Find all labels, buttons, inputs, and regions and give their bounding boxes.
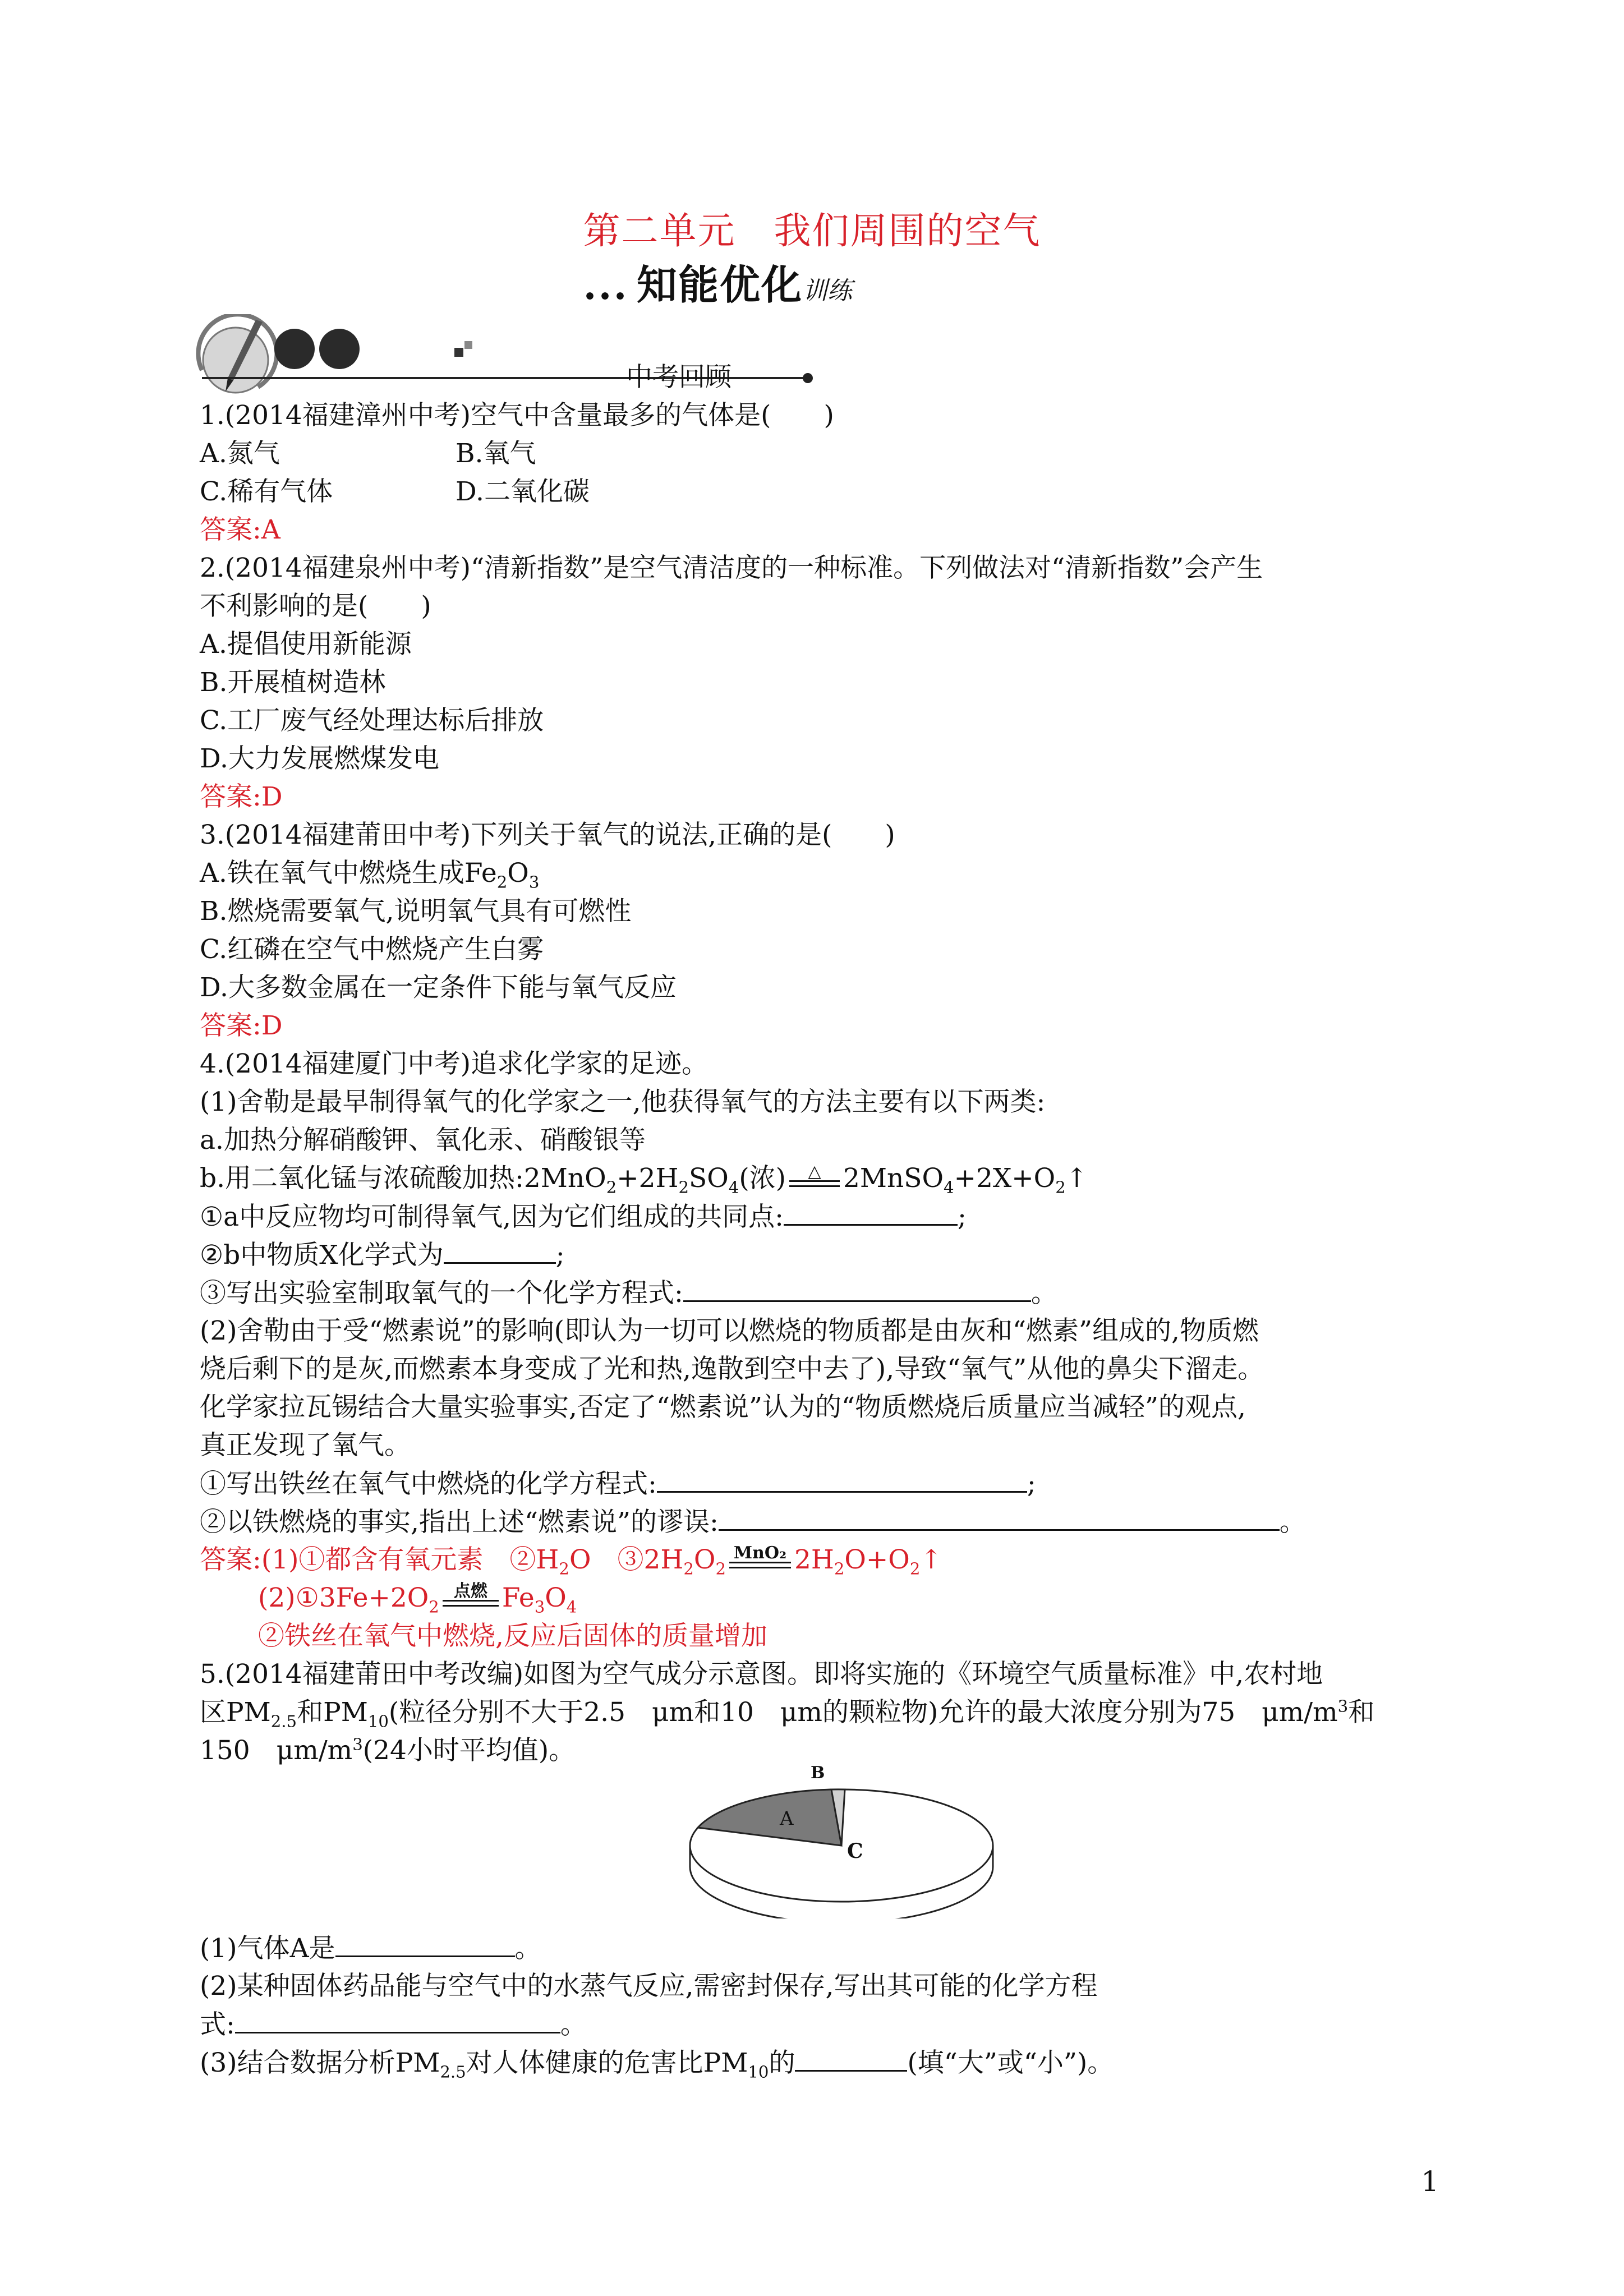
q4-part1: (1)舍勒是最早制得氧气的化学家之一,他获得氧气的方法主要有以下两类: xyxy=(200,1087,1046,1117)
q4-part2-line1: (2)舍勒由于受“燃素说”的影响(即认为一切可以燃烧的物质都是由灰和“燃素”组成的,物质燃 xyxy=(200,1315,1259,1346)
q3-option-c: C.红磷在空气中燃烧产生白雾 xyxy=(200,934,544,965)
q5-subq1: (1)气体A是 。 xyxy=(200,1930,541,1967)
q4-subq2: ②b中物质X化学式为 ; xyxy=(200,1236,565,1274)
q1-answer: 答案:A xyxy=(200,514,280,545)
q5-subq3-blank[interactable] xyxy=(795,2044,907,2072)
air-composition-pie-figure xyxy=(684,1750,999,1918)
q2-option-b: B.开展植树造林 xyxy=(200,667,386,698)
banner-small-text: 训练 xyxy=(803,277,853,305)
q4-part2-subq2-blank[interactable] xyxy=(719,1503,1280,1531)
q5-subq1-blank[interactable] xyxy=(335,1930,515,1957)
q4-subq2-blank[interactable] xyxy=(444,1236,556,1264)
q1-option-a: A.氮气 xyxy=(200,438,280,469)
q4-part2-subq1-blank[interactable] xyxy=(657,1465,1027,1493)
q3-option-d: D.大多数金属在一定条件下能与氧气反应 xyxy=(200,972,677,1003)
q4-subq1-blank[interactable] xyxy=(784,1198,958,1226)
q4-part1-b-equation: b.用二氧化锰与浓硫酸加热$:2MnO_2+2H_2SO_4$(浓) △ $2MnSO_4+2X+O_2↑$ xyxy=(200,1162,1088,1197)
pie-label-b: B xyxy=(811,1763,825,1783)
q1-option-d: D.二氧化碳 xyxy=(456,476,590,507)
q5-subq2-line2: 式: 。 xyxy=(200,2006,587,2044)
q2-stem-line2: 不利影响的是( ) xyxy=(200,591,431,622)
q5-line3: 150 $\mu m/m^3(24$小时平均值)。 xyxy=(200,1734,576,1766)
q4-part2-line4: 真正发现了氧气。 xyxy=(200,1430,411,1461)
section-banner xyxy=(583,252,852,311)
q2-option-c: C.工厂废气经处理达标后排放 xyxy=(200,705,544,736)
q5-subq2-line1: (2)某种固体药品能与空气中的水蒸气反应,需密封保存,写出其可能的化学方程 xyxy=(200,1971,1098,2001)
q4-answer-line2: $(2)①3Fe+2O_2$ 点燃 $Fe_3O_4$ xyxy=(258,1581,577,1617)
banner-main-text: 知能优化 xyxy=(637,261,803,309)
q5-line2: 区$PM_{2.5}$和$PM_{10}$(粒径分别不大于2.5 μm和10 μm的颗粒物)允许的最大浓度分别为75 $\mu m/m^3$和 xyxy=(200,1696,1375,1731)
q4-part1-a: a.加热分解硝酸钾、氧化汞、硝酸银等 xyxy=(200,1125,646,1156)
q4-answer-line1: 答案:(1)①都含有氧元素 $②H_2O$ $③2H_2O_2$ MnO₂ $2H_2O+O_2↑$ xyxy=(200,1543,942,1579)
section-label: 中考回顾 xyxy=(626,362,732,393)
q4-part2-subq2: ②以铁燃烧的事实,指出上述“燃素说”的谬误: 。 xyxy=(200,1503,1306,1541)
q4-part2-line2: 烧后剩下的是灰,而燃素本身变成了光和热,逸散到空中去了),导致“氧气”从他的鼻尖下溜走。 xyxy=(200,1354,1264,1384)
q1-option-c: C.稀有气体 xyxy=(200,476,333,507)
banner-dots: ••• xyxy=(583,284,629,309)
q3-option-a: A.铁在氧气中燃烧生成$Fe_2O_3$ xyxy=(200,858,540,892)
page-title: 第二单元 我们周围的空气 xyxy=(583,209,1041,252)
q2-option-d: D.大力发展燃煤发电 xyxy=(200,743,439,774)
q4-part2-subq1: ①写出铁丝在氧气中燃烧的化学方程式: ; xyxy=(200,1465,1036,1503)
q2-answer: 答案:D xyxy=(200,781,283,812)
q4-subq3: ③写出实验室制取氧气的一个化学方程式: 。 xyxy=(200,1274,1057,1312)
q3-option-b: B.燃烧需要氧气,说明氧气具有可燃性 xyxy=(200,896,632,927)
q5-subq2-blank[interactable] xyxy=(235,2006,560,2033)
q2-option-a: A.提倡使用新能源 xyxy=(200,629,412,660)
q4-part2-line3: 化学家拉瓦锡结合大量实验事实,否定了“燃素说”认为的“物质燃烧后质量应当减轻”的观点, xyxy=(200,1392,1246,1423)
q4-subq3-blank[interactable] xyxy=(683,1274,1031,1302)
q4-stem: 4.(2014福建厦门中考)追求化学家的足迹。 xyxy=(200,1048,709,1079)
q2-stem-line1: 2.(2014福建泉州中考)“清新指数”是空气清洁度的一种标准。下列做法对“清新指数”会产生 xyxy=(200,553,1263,583)
pie-label-c: C xyxy=(847,1839,863,1863)
q3-answer: 答案:D xyxy=(200,1010,283,1041)
q1-stem: 1.(2014福建漳州中考)空气中含量最多的气体是( ) xyxy=(200,400,834,431)
pie-label-a: A xyxy=(780,1807,794,1830)
ignite-condition: 点燃 xyxy=(453,1581,487,1601)
page-number: 1 xyxy=(1421,2165,1439,2198)
q4-subq1: ①a中反应物均可制得氧气,因为它们组成的共同点: ; xyxy=(200,1198,967,1236)
heat-condition: △ xyxy=(808,1162,821,1181)
q1-option-b: B.氧气 xyxy=(456,438,536,469)
q5-subq3: (3)结合数据分析$PM_{2.5}$对人体健康的危害比$PM_{10}$的 (填“大”或“小”)。 xyxy=(200,2044,1114,2082)
q3-stem: 3.(2014福建莆田中考)下列关于氧气的说法,正确的是( ) xyxy=(200,820,895,850)
catalyst-condition: MnO₂ xyxy=(733,1543,787,1563)
q5-line1: 5.(2014福建莆田中考改编)如图为空气成分示意图。即将实施的《环境空气质量标准》中,农村地 xyxy=(200,1659,1323,1690)
q4-answer-line3: ②铁丝在氧气中燃烧,反应后固体的质量增加 xyxy=(258,1621,767,1651)
